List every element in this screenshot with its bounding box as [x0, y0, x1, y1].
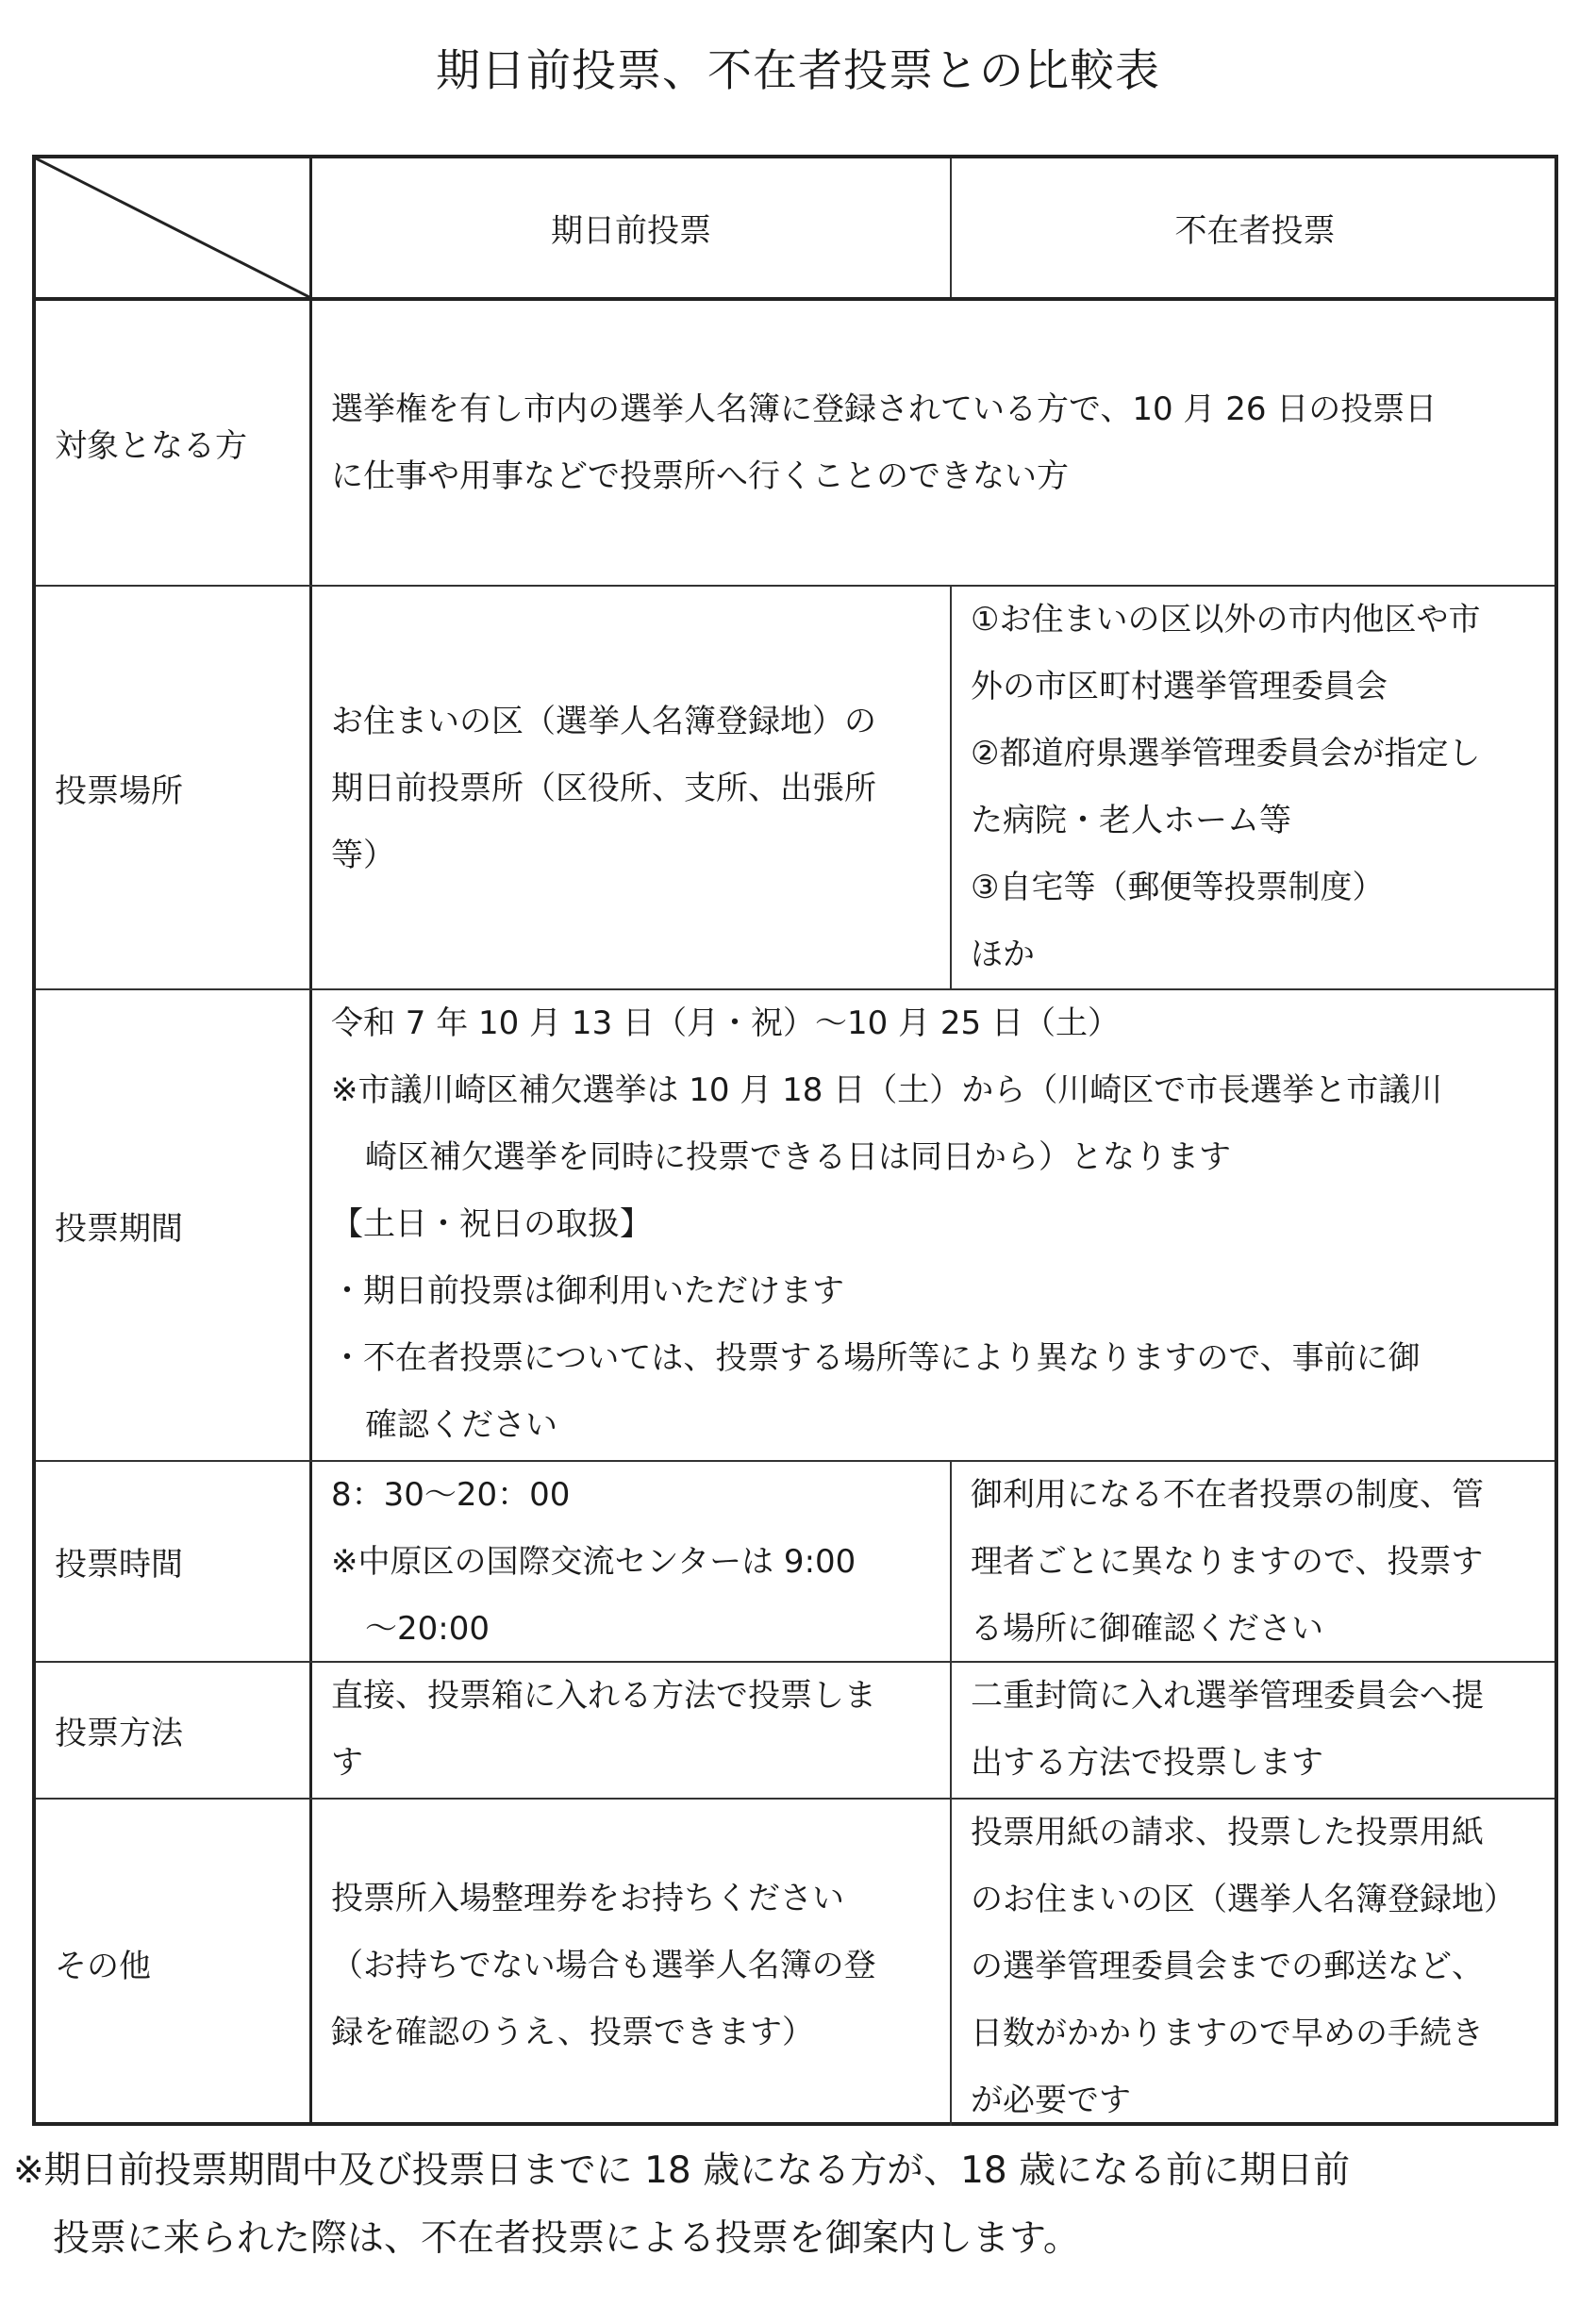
footnote-line: ※期日前投票期間中及び投票日までに 18 歳になる方が、18 歳になる前に期日前 — [13, 2149, 1351, 2192]
place-absentee-line: ②都道府県選挙管理委員会が指定し — [971, 735, 1481, 772]
hours-absentee-cell — [950, 1462, 1558, 1661]
place-early-line: お住まいの区（選挙人名簿登録地）の — [331, 703, 876, 740]
other-absentee-line: が必要です — [971, 2082, 1131, 2119]
page-title: 期日前投票、不在者投票との比較表 — [436, 45, 1160, 97]
target-line: 選挙権を有し市内の選挙人名簿に登録されている方で、10 月 26 日の投票日 — [331, 390, 1438, 428]
row-label-other: その他 — [55, 1947, 151, 1985]
method-early-line: す — [331, 1744, 363, 1782]
period-line: ・不在者投票については、投票する場所等により異なりますので、事前に御 — [331, 1339, 1421, 1377]
method-absentee-cell — [950, 1663, 1558, 1798]
place-early-line: 等） — [331, 837, 395, 874]
other-absentee-line: の選挙管理委員会までの郵送など、 — [971, 1948, 1484, 1985]
period-cell — [309, 990, 1558, 1460]
table-row-hours — [36, 1460, 1554, 1661]
row-label-period: 投票期間 — [55, 1209, 183, 1248]
place-absentee-line: ③自宅等（郵便等投票制度） — [971, 869, 1385, 906]
period-line: 確認ください — [365, 1406, 557, 1444]
place-absentee-line: ほか — [971, 936, 1035, 973]
period-line: ・期日前投票は御利用いただけます — [331, 1272, 844, 1310]
hours-absentee-line: る場所に御確認ください — [971, 1610, 1323, 1648]
target-cell — [309, 301, 1558, 585]
hours-early-line: ～20:00 — [365, 1610, 490, 1648]
method-absentee-line: 出する方法で投票します — [971, 1744, 1323, 1782]
footnote-line: 投票に来られた際は、不在者投票による投票を御案内します。 — [53, 2217, 1080, 2260]
footnote — [13, 2137, 1579, 2273]
method-early-line: 直接、投票箱に入れる方法で投票しま — [331, 1677, 876, 1715]
other-absentee-line: 投票用紙の請求、投票した投票用紙 — [971, 1814, 1484, 1851]
other-early-line: 録を確認のうえ、投票できます） — [331, 2014, 815, 2051]
period-line: 【土日・祝日の取扱】 — [331, 1205, 652, 1243]
hours-early-line: ※中原区の国際交流センターは 9:00 — [331, 1543, 856, 1581]
period-line: ※市議川崎区補欠選挙は 10 月 18 日（土）から（川崎区で市長選挙と市議川 — [331, 1071, 1443, 1109]
other-early-line: （お持ちでない場合も選挙人名簿の登 — [331, 1947, 876, 1984]
method-early-cell — [309, 1663, 950, 1798]
table-row-method — [36, 1661, 1554, 1798]
corner-diagonal-cell — [36, 158, 309, 297]
place-absentee-line: 外の市区町村選挙管理委員会 — [971, 668, 1388, 705]
place-early-line: 期日前投票所（区役所、支所、出張所 — [331, 770, 876, 807]
place-absentee-line: た病院・老人ホーム等 — [971, 802, 1291, 839]
row-label-target: 対象となる方 — [55, 427, 247, 465]
table-row-place — [36, 585, 1554, 988]
header-absentee-voting: 不在者投票 — [950, 158, 1558, 297]
place-early-cell — [309, 587, 950, 988]
period-line: 崎区補欠選挙を同時に投票できる日は同日から）となります — [365, 1138, 1231, 1176]
period-line: 令和 7 年 10 月 13 日（月・祝）～10 月 25 日（土） — [331, 1004, 1120, 1042]
table-row-period — [36, 988, 1554, 1460]
target-line: に仕事や用事などで投票所へ行くことのできない方 — [331, 457, 1069, 495]
other-absentee-line: のお住まいの区（選挙人名簿登録地） — [971, 1881, 1516, 1918]
hours-early-line: 8：30～20：00 — [331, 1476, 571, 1514]
place-absentee-line: ①お住まいの区以外の市内他区や市 — [971, 601, 1481, 639]
hours-early-cell — [309, 1462, 950, 1661]
row-label-hours: 投票時間 — [55, 1546, 183, 1584]
table-header-row — [36, 158, 1554, 297]
row-label-method: 投票方法 — [55, 1715, 183, 1752]
hours-absentee-line: 御利用になる不在者投票の制度、管 — [971, 1476, 1484, 1514]
other-early-cell — [309, 1800, 950, 2126]
place-absentee-cell — [950, 587, 1558, 988]
comparison-table — [32, 155, 1558, 2126]
table-row-target — [36, 297, 1554, 585]
table-row-other — [36, 1798, 1554, 2126]
diagonal-line — [36, 158, 309, 297]
other-early-line: 投票所入場整理券をお持ちください — [331, 1880, 844, 1917]
other-absentee-line: 日数がかかりますので早めの手続き — [971, 2015, 1484, 2052]
method-absentee-line: 二重封筒に入れ選挙管理委員会へ提 — [971, 1677, 1484, 1715]
row-label-place: 投票場所 — [55, 771, 183, 810]
other-absentee-cell — [950, 1800, 1558, 2126]
hours-absentee-line: 理者ごとに異なりますので、投票す — [971, 1543, 1484, 1581]
header-early-voting: 期日前投票 — [309, 158, 950, 297]
